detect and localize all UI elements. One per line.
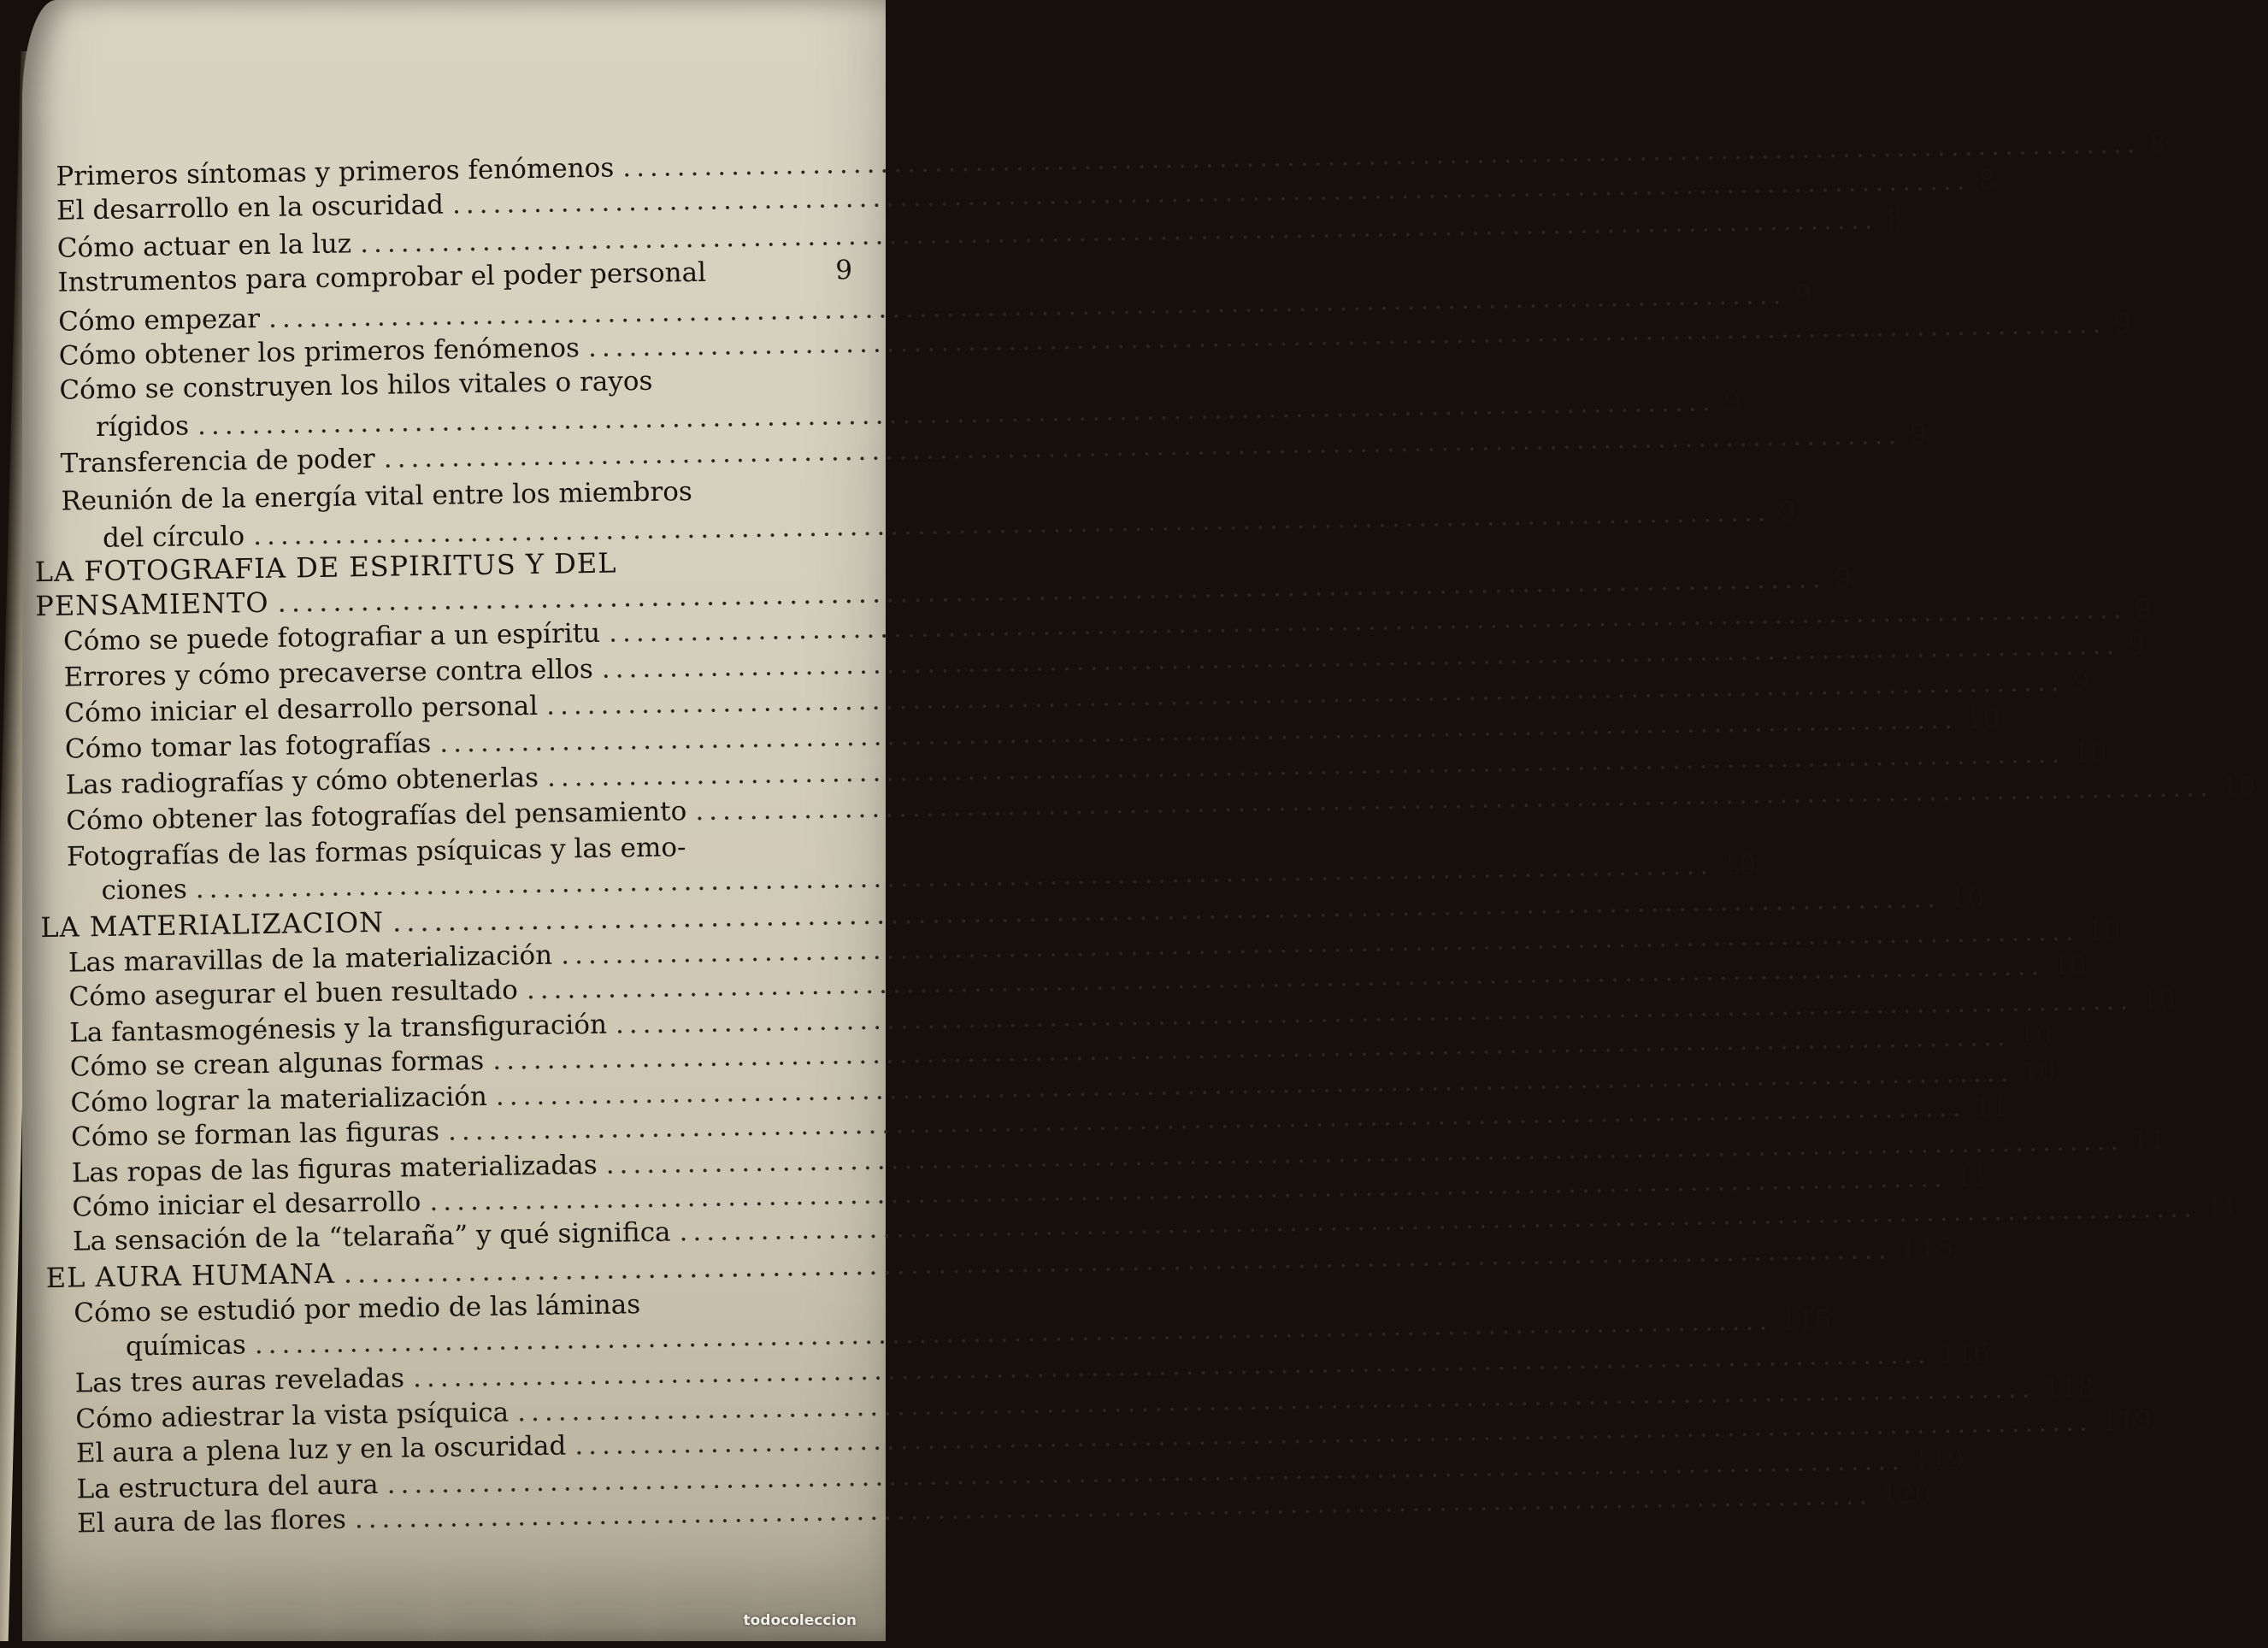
toc-entry-title: rígidos [95, 410, 190, 444]
toc-page-number [837, 386, 864, 387]
toc-entry-title: Cómo iniciar el desarrollo [72, 1186, 421, 1223]
toc-page-number [845, 853, 872, 854]
toc-entry-title: Cómo obtener las fotografías del pensamiento [66, 796, 687, 837]
toc-page-number: 11 [2205, 1192, 2240, 1224]
toc-page-number: 11 [1974, 1091, 2009, 1123]
toc-entry-title: El aura de las flores [76, 1504, 347, 1539]
toc-page-number: 9 [1723, 386, 1741, 418]
toc-entry-title: Instrumentos para comprobar el poder personal [57, 256, 707, 298]
toc-entry-title: Cómo asegurar el buen resultado [68, 974, 519, 1013]
toc-page-number: 118 [2043, 1372, 2094, 1404]
toc-page-number: 120 [1880, 1479, 1932, 1511]
toc-entry-title: La sensación de la “telaraña” y qué significa [72, 1216, 671, 1257]
toc-page-number: 10 [1965, 703, 2000, 735]
toc-entry-title: Cómo se forman las figuras [70, 1115, 440, 1153]
toc-entry-title: Errores y cómo precaverse contra ellos [63, 653, 594, 693]
toc-entry-title: El aura a plena luz y en la oscuridad [75, 1430, 567, 1469]
toc-entry-title: Fotografías de las formas psíquicas y las emo- [66, 832, 686, 873]
toc-entry-title: Primeros síntomas y primeros fenómenos [56, 152, 615, 192]
toc-page-number: 8 [1886, 203, 1904, 236]
toc-entry-title: Cómo se puede fotografiar a un espíritu [62, 617, 601, 657]
toc-entry-title: del círculo [102, 521, 245, 554]
toc-entry-title: Las maravillas de la materialización [68, 939, 553, 979]
toc-page-number: 115 [1900, 1231, 1956, 1265]
toc-page-number: 10 [1721, 849, 1756, 881]
toc-entry-title: Las ropas de las figuras materializadas [71, 1149, 598, 1189]
toc-entry-title: Cómo se construyen los hilos vitales o rayos [59, 365, 653, 406]
dot-leader [701, 498, 831, 500]
toc-page-number: 8 [1978, 165, 1996, 197]
toc-page-number: 10 [1948, 880, 1987, 915]
toc-entry-title: La estructura del aura [76, 1468, 379, 1505]
toc-entry-title: Cómo empezar [57, 303, 261, 338]
toc-page-number: 9 [1909, 419, 1928, 450]
dot-leader [662, 387, 829, 390]
watermark: todocoleccion [743, 1612, 857, 1629]
toc-page-number: 9 [1779, 496, 1797, 528]
toc-entry-title: químicas [125, 1329, 247, 1363]
toc-page-number: 9 [2135, 593, 2153, 625]
toc-entry-title: ciones [101, 874, 188, 906]
toc-page-number: 119 [2100, 1405, 2153, 1438]
toc-entry-title: Las radiografías y cómo obtenerlas [65, 762, 539, 801]
dot-leader [715, 280, 827, 281]
toc-entry-title: EL AURA HUMANA [45, 1257, 336, 1295]
toc-page-number: 9 [1834, 561, 1853, 595]
toc-entry-title: LA MATERIALIZACION [39, 905, 385, 945]
toc-page-number: 9 [2127, 629, 2146, 661]
toc-entry-title: Las tres auras reveladas [74, 1363, 405, 1399]
toc-entry-title: PENSAMIENTO [35, 586, 269, 623]
toc-entry-title: Cómo lograr la materialización [70, 1080, 488, 1119]
toc-entry-title: Cómo obtener los primeros fenómenos [58, 333, 580, 372]
toc-entry-title: Cómo se estudió por medio de las láminas [74, 1289, 641, 1329]
toc-page-number: 115 [1780, 1304, 1832, 1337]
toc-page-number: 10 [2021, 1056, 2057, 1088]
toc-page-number: 11 [1955, 1162, 1990, 1193]
toc-page-number: 10 [2221, 771, 2256, 803]
toc-page-number: 10 [2052, 950, 2087, 982]
toc-entry-title: El desarrollo en la oscuridad [56, 189, 445, 227]
toc-page-number: 119 [1912, 1444, 1965, 1476]
toc-page-number [839, 497, 866, 498]
toc-entry-title: Cómo tomar las fotografías [64, 727, 432, 765]
toc-page-number: 9 [2114, 308, 2132, 339]
toc-page-number: 10 [2141, 984, 2177, 1016]
toc-page-number: 10 [2073, 738, 2108, 769]
toc-page-number: 11 [2131, 1125, 2166, 1157]
toc-entry-title: Transferencia de poder [60, 443, 375, 480]
toc-entry-title: La fantasmogénesis y la transfiguración [68, 1009, 608, 1049]
toc-entry-title: Cómo actuar en la luz [56, 228, 352, 264]
toc-page-number: 9 [835, 255, 853, 286]
toc-entry-title: Cómo se crean algunas formas [69, 1045, 485, 1083]
toc-page-number: 9 [1794, 279, 1812, 310]
toc-entry-title: LA FOTOGRAFIA DE ESPIRITUS Y DEL [34, 546, 617, 589]
toc-page-number: 116 [1939, 1338, 1990, 1370]
toc-entry-title: Cómo iniciar el desarrollo personal [64, 690, 539, 729]
toc-page-number: 9 [2072, 666, 2090, 697]
toc-page-number: 8 [2148, 127, 2166, 160]
toc-entry-title: Reunión de la energía vital entre los miembros [61, 476, 693, 517]
dot-leader [626, 568, 859, 572]
dot-leader [695, 853, 836, 856]
toc-page-number: 10 [2018, 1021, 2053, 1052]
toc-page-number: 10 [2087, 915, 2122, 947]
dot-leader [649, 1310, 843, 1313]
toc-entry-title: Cómo adiestrar la vista psíquica [75, 1397, 510, 1435]
